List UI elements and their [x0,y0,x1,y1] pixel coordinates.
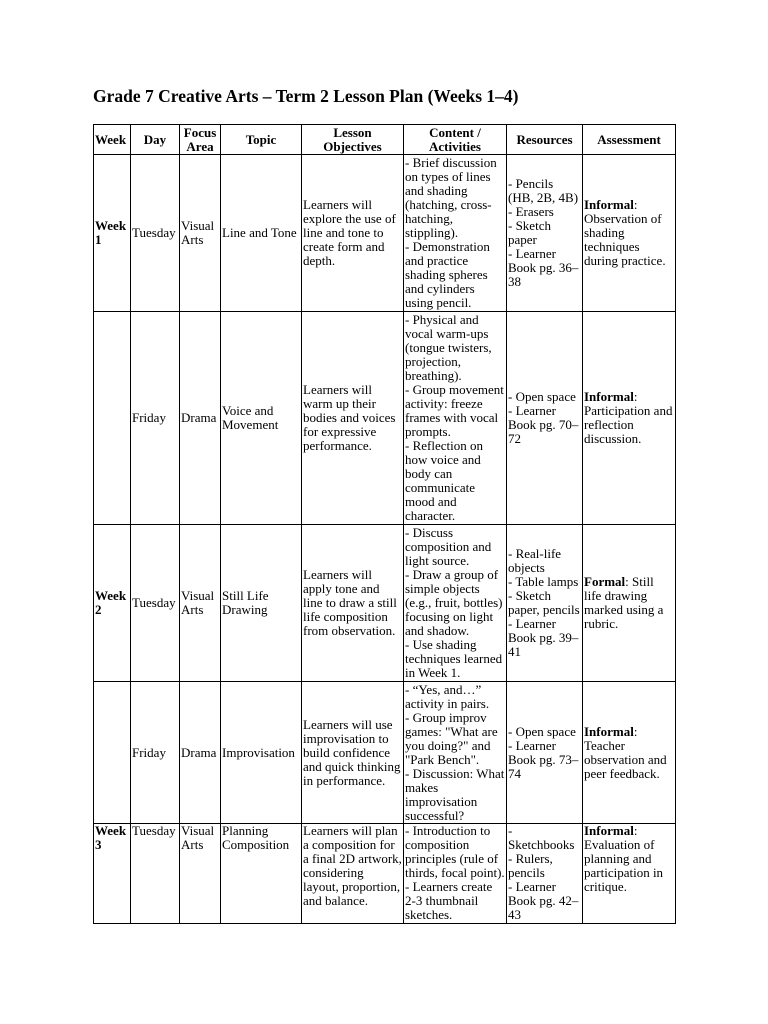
assessment-type: Informal [584,197,634,212]
assessment-type: Informal [584,389,634,404]
table-row [94,525,676,682]
cell-objectives: Learners will warm up their bodies and voices for expressive performance. [302,312,404,525]
document-title: Grade 7 Creative Arts – Term 2 Lesson Plan (Weeks 1–4) [93,86,519,106]
cell-objectives: Learners will use improvisation to build confidence and quick thinking in performance. [302,682,404,824]
cell-day: Tuesday [131,824,180,924]
assessment-text: : Still life drawing marked using a rubric. [584,574,664,631]
header-topic: Topic [221,125,302,155]
cell-content: - “Yes, and…” activity in pairs. - Group improv games: "What are you doing?" and "Park Bench". - Discussion: What makes improvisation successful? [404,682,507,824]
lesson-plan-table [93,124,676,924]
table-row [94,824,676,924]
cell-week: Week 1 [94,155,131,312]
cell-content: - Introduction to composition principles (rule of thirds, focal point). - Learners create 2-3 thumbnail sketches. [405,823,505,922]
header-assessment: Assessment [583,125,676,155]
table-row [94,312,676,525]
cell-resources: - Real-life objects - Table lamps - Sketch paper, pencils - Learner Book pg. 39–41 [507,525,583,682]
assessment-type: Informal [584,723,634,739]
cell-topic: Improvisation [221,682,302,824]
cell-topic: Line and Tone [221,155,302,312]
cell-topic: Voice and Movement [221,312,302,525]
table-row [94,155,676,312]
assessment-text: : Teacher observation and peer feedback. [584,723,667,781]
cell-objectives: Learners will apply tone and line to draw a still life composition from observation. [302,525,404,682]
cell-resources: - Open space - Learner Book pg. 73–74 [507,682,583,824]
cell-day: Friday [131,312,180,525]
cell-focus-area: Drama [180,312,221,525]
cell-focus-area: Visual Arts [180,824,221,924]
header-focus-area: Focus Area [180,125,221,155]
cell-content: - Discuss composition and light source. - Draw a group of simple objects (e.g., fruit, bottles) focusing on light and shadow. - Use shading techniques learned in Week 1. [404,525,507,682]
cell-day: Tuesday [131,525,180,682]
cell-assessment [583,312,676,525]
cell-day: Friday [131,682,180,824]
assessment-type: Formal [584,574,626,589]
cell-week: Week 2 [94,525,131,682]
header-content-activities: Content / Activities [404,125,507,155]
cell-week [94,312,131,525]
cell-topic: Planning Composition [221,824,302,924]
assessment-text: : Participation and reflection discussion. [584,389,673,446]
assessment-text: : Evaluation of planning and participation in critique. [584,823,664,894]
assessment-type: Informal [584,823,634,838]
header-week: Week [94,125,131,155]
cell-focus-area: Drama [180,682,221,824]
table-header-row [94,125,676,155]
cell-focus-area: Visual Arts [180,155,221,312]
cell-objectives: Learners will explore the use of line and tone to create form and depth. [302,155,404,312]
cell-focus-area: Visual Arts [180,525,221,682]
header-lesson-objectives: Lesson Objectives [302,125,404,155]
cell-resources: - Pencils (HB, 2B, 4B) - Erasers - Sketch paper - Learner Book pg. 36–38 [507,155,583,312]
cell-content: - Physical and vocal warm-ups (tongue twisters, projection, breathing). - Group movement activity: freeze frames with vocal prompts. - Reflection on how voice and body can communicate mood and character. [404,312,507,525]
cell-assessment [583,525,676,682]
cell-assessment [583,155,676,312]
table-row [94,682,676,824]
cell-assessment [583,824,676,924]
cell-week [94,682,131,824]
header-day: Day [131,125,180,155]
cell-objectives: Learners will plan a composition for a final 2D artwork, considering layout, proportion, and balance. [302,824,404,924]
cell-resources: - Sketchbooks - Rulers, pencils - Learner Book pg. 42–43 [507,824,583,924]
cell-resources: - Open space - Learner Book pg. 70–72 [507,312,583,525]
cell-content: - Brief discussion on types of lines and shading (hatching, cross-hatching, stippling). - Demonstration and practice shading spheres and cylinders using pencil. [404,155,507,312]
cell-assessment [583,682,676,824]
header-resources: Resources [507,125,583,155]
assessment-text: : Observation of shading techniques during practice. [584,197,666,268]
cell-day: Tuesday [131,155,180,312]
cell-week: Week 3 [94,824,131,924]
cell-topic: Still Life Drawing [221,525,302,682]
